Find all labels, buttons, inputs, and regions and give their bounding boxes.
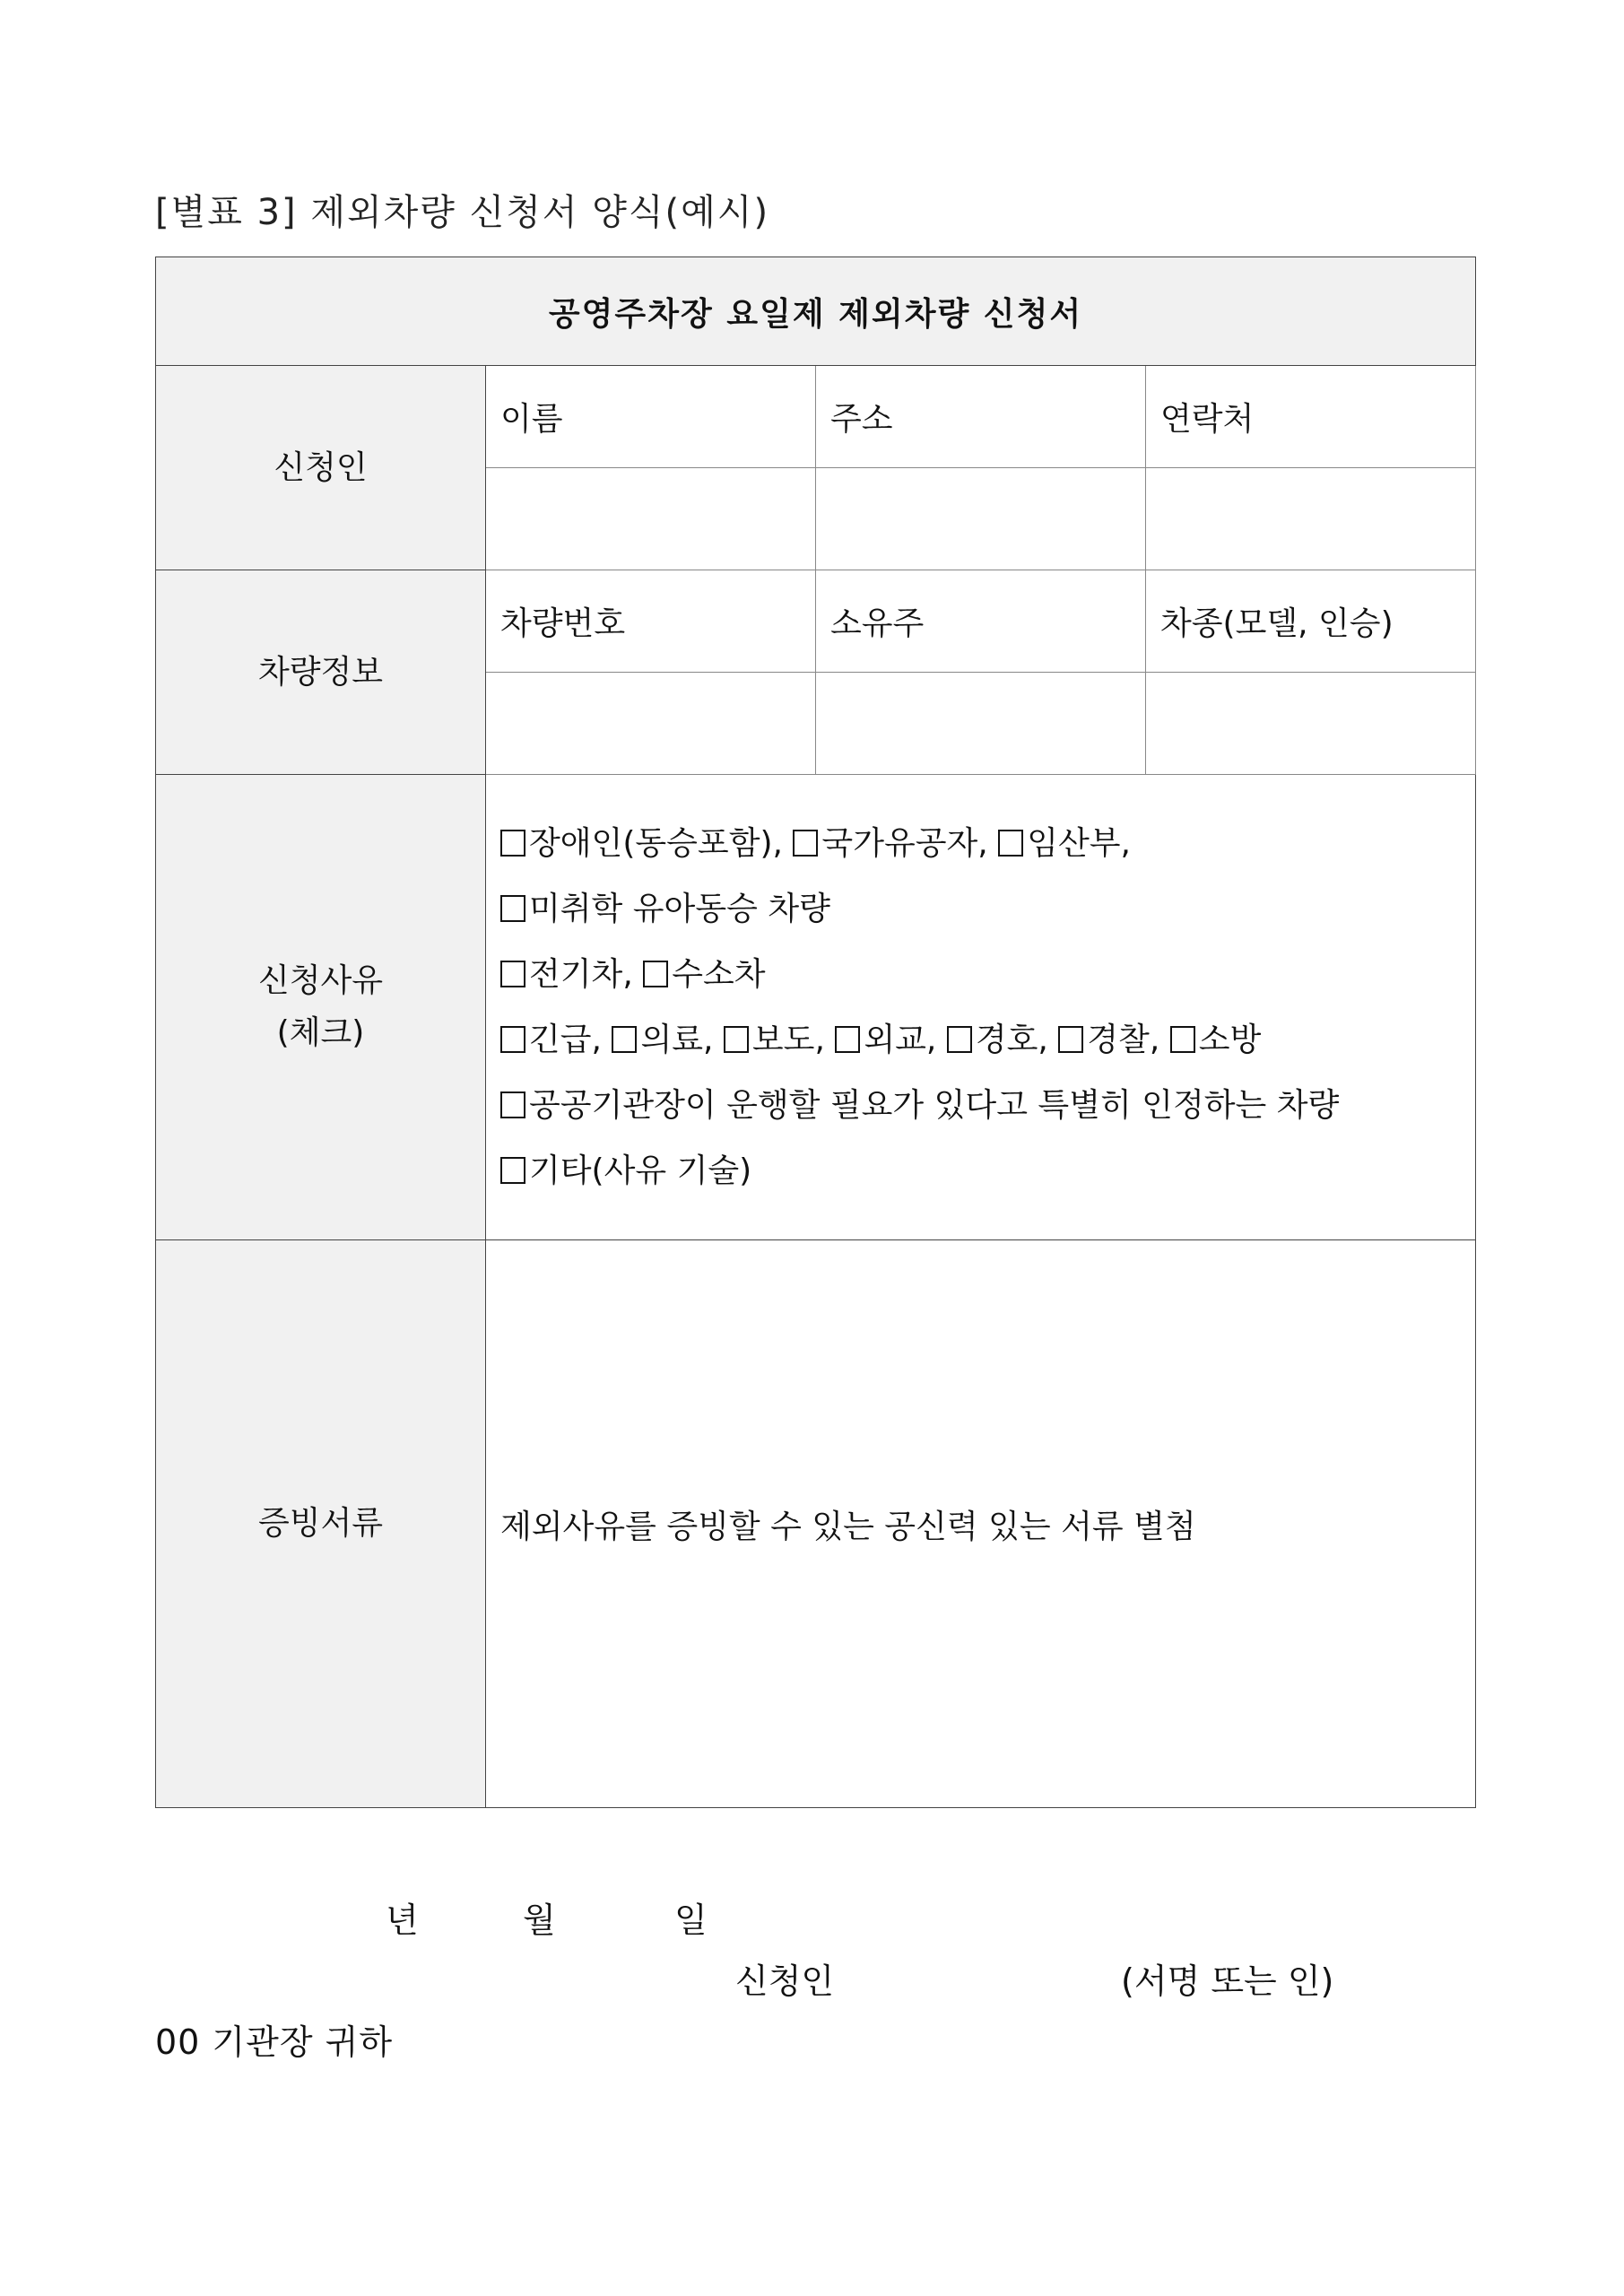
- checkbox-icon[interactable]: [835, 1026, 860, 1053]
- reason-veteran[interactable]: 국가유공자,: [793, 825, 987, 862]
- reason-police[interactable]: 경찰,: [1058, 1022, 1159, 1058]
- vehicle-model-header: 차종(모델, 인승): [1146, 570, 1476, 673]
- application-form-table: [155, 257, 1476, 1808]
- reasons-label-line2: (체크): [276, 1014, 365, 1051]
- vehicle-number-header: 차량번호: [486, 570, 816, 673]
- reasons-label: [156, 775, 486, 1240]
- checkbox-icon[interactable]: [500, 1026, 525, 1053]
- date-month: 월: [523, 1900, 556, 1940]
- checkbox-icon[interactable]: [643, 961, 668, 987]
- vehicle-model-field[interactable]: [1146, 673, 1476, 775]
- applicant-contact-field[interactable]: [1146, 468, 1476, 570]
- reason-line: [500, 1007, 1461, 1073]
- reason-electric[interactable]: 전기차,: [500, 956, 633, 993]
- vehicle-info-label: 차량정보: [156, 570, 486, 775]
- vehicle-number-field[interactable]: [486, 673, 816, 775]
- checkbox-icon[interactable]: [500, 895, 525, 922]
- applicant-address-header: 주소: [816, 366, 1146, 468]
- checkbox-icon[interactable]: [500, 1157, 525, 1184]
- checkbox-icon[interactable]: [500, 1091, 525, 1118]
- checkbox-icon[interactable]: [500, 961, 525, 987]
- evidence-label: 증빙서류: [156, 1240, 486, 1808]
- reason-preschool-child[interactable]: 미취학 유아동승 차량: [500, 891, 830, 927]
- vehicle-owner-field[interactable]: [816, 673, 1146, 775]
- applicant-name-field[interactable]: [486, 468, 816, 570]
- reason-fire[interactable]: 소방: [1170, 1022, 1262, 1058]
- document-caption: [별표 3] 제외차량 신청서 양식(예시): [155, 192, 770, 233]
- reasons-label-line1: 신청사유: [257, 962, 384, 1000]
- reason-emergency[interactable]: 긴급,: [500, 1022, 602, 1058]
- reason-line: [500, 942, 1461, 1007]
- evidence-text: 제외사유를 증빙할 수 있는 공신력 있는 서류 별첨: [486, 1240, 1476, 1808]
- reason-hydrogen[interactable]: 수소차: [643, 956, 765, 993]
- reason-line: [500, 1073, 1461, 1138]
- addressee: 00 기관장 귀하: [155, 2022, 394, 2062]
- reason-line: [500, 811, 1461, 876]
- date-day: 일: [674, 1900, 708, 1940]
- reasons-checklist: [486, 775, 1476, 1240]
- date-year: 년: [386, 1900, 419, 1940]
- form-title: 공영주차장 요일제 제외차량 신청서: [156, 257, 1476, 366]
- checkbox-icon[interactable]: [612, 1026, 637, 1053]
- reason-agency-head[interactable]: 공공기관장이 운행할 필요가 있다고 특별히 인정하는 차량: [500, 1087, 1339, 1124]
- applicant-address-field[interactable]: [816, 468, 1146, 570]
- signature-note: (서명 또는 인): [1121, 1961, 1334, 2001]
- reason-line: [500, 1138, 1461, 1204]
- applicant-name-header: 이름: [486, 366, 816, 468]
- applicant-label: 신청인: [156, 366, 486, 570]
- checkbox-icon[interactable]: [947, 1026, 972, 1053]
- reason-security[interactable]: 경호,: [947, 1022, 1048, 1058]
- applicant-contact-header: 연락처: [1146, 366, 1476, 468]
- checkbox-icon[interactable]: [1058, 1026, 1083, 1053]
- checkbox-icon[interactable]: [998, 830, 1023, 857]
- vehicle-owner-header: 소유주: [816, 570, 1146, 673]
- reason-other[interactable]: 기타(사유 기술): [500, 1152, 751, 1189]
- reason-pregnant[interactable]: 임산부,: [998, 825, 1131, 862]
- reason-press[interactable]: 보도,: [724, 1022, 825, 1058]
- checkbox-icon[interactable]: [793, 830, 818, 857]
- reason-line: [500, 876, 1461, 942]
- checkbox-icon[interactable]: [1170, 1026, 1195, 1053]
- signature-label: 신청인: [735, 1961, 835, 2001]
- reason-medical[interactable]: 의료,: [612, 1022, 713, 1058]
- checkbox-icon[interactable]: [724, 1026, 749, 1053]
- checkbox-icon[interactable]: [500, 830, 525, 857]
- reason-disabled[interactable]: 장애인(동승포함),: [500, 825, 783, 862]
- reason-diplomatic[interactable]: 외교,: [835, 1022, 936, 1058]
